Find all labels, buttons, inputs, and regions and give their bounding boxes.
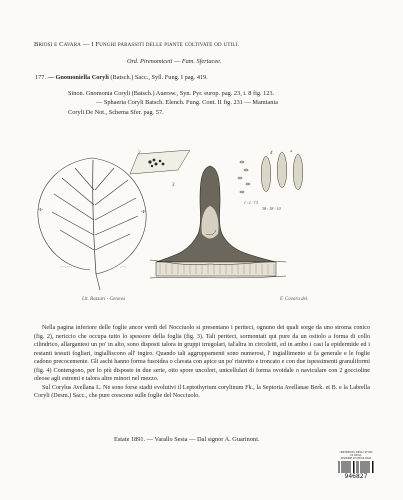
description-text — [34, 324, 370, 401]
classification-dash: — — [173, 58, 181, 65]
lithographer-signature: Lit. Bazzari - Genova — [82, 297, 126, 302]
artist-signature: F. Cavara del. — [280, 297, 309, 302]
leaf-fragment-illustration — [130, 150, 190, 174]
barcode-section: SEZIONE DI MICOLOGIA — [340, 457, 372, 460]
specimen-barcode-label — [338, 451, 374, 478]
fig-number-5: 5 — [290, 150, 293, 154]
entry-number: 177. — [35, 74, 47, 81]
fig-number-4: 4 — [270, 151, 273, 156]
barcode-institution: UNIVERSITÀ DEGLI STUDI DI PAVIA — [339, 451, 373, 457]
plate-drawing — [30, 150, 378, 310]
synonym-line-1: Sinon. Gnomonia Coryli (Batsch.) Auersw., Syn. Pyr. europ. pag. 23, t. 8 fig. 123. — [68, 90, 275, 97]
order-label: Ord. Pirenomiceti — [127, 58, 173, 65]
scale-note-small: 1 : 2 : 7.5 — [244, 201, 259, 205]
classification-line — [127, 59, 222, 65]
header-authors: Briosi e Cavara — [34, 41, 81, 48]
barcode-bars — [338, 461, 374, 473]
header-line — [34, 42, 239, 49]
synonym-line-2: — Sphaeria Coryli Batsch. Elench. Fung. Cont. II fig. 231 — Mamiania — [96, 99, 278, 106]
hazel-leaf-illustration — [38, 158, 146, 290]
scale-note: 38 : 38 : 10 — [262, 206, 281, 211]
species-entry — [35, 75, 208, 81]
collection-info — [114, 437, 259, 443]
collection-date: Estate 1891. — [114, 436, 146, 443]
collection-place: — Varallo Sesia — Dal signor A. Guarinoni. — [146, 436, 260, 443]
spores-illustration — [238, 161, 250, 193]
species-name: — Gnomoniella Coryli — [47, 74, 109, 81]
synonym-line-3: Coryli De Not., Schema Sfer. pag. 57. — [68, 109, 164, 116]
illustration-plate — [30, 150, 378, 310]
header-series-title: — I Funghi parassiti delle piante coltivate od utili. — [82, 41, 240, 48]
fig-number-2: 2 — [138, 151, 141, 156]
asci-illustration — [261, 152, 303, 192]
fig-number-3: 3 — [172, 183, 175, 188]
family-label: Fam. Sferiacee. — [181, 58, 222, 65]
description-paragraph-1: Nella pagina inferiore delle foglie ancor verdi del Nocciuolo si presentano i periteci, ognuno dei quali sorge da uno stroma conico (fig. 2), nericcio che occupa tutto lo spessore della foglia (fig. 3). Tali periteci, sormontati qui pure da un ostiolo a forma di collo cilindrico, allargantesi un po' in alto, sono disposti talora in gruppi irregolari, tal'altra in circoletti, ed in ambo i casi la epidermide ed i restanti tessuti fogliari, ingialliscono all' ingiro. Quando tali aggruppamenti sono numerosi, l' ingiallimento si fa generale e le foglie cadono precocemente. Gli aschi hanno forma fusoidea o clavata con apice un po' ristretto e troncato e con due ispessimenti granuliformi (fig. 4) Contengono, per lo più disposte in due serie, otto spore uncolori, unicellulari di forma ovoidale o naviculare con 2 goccioline oleose agli estremi e talora altre minori nel mezzo. — [34, 325, 370, 382]
description-paragraph-2: Sul Corylus Avellana L. Ne sono forse stadii evolutivi il Leptothyrium corylinum Fk., la Septoria Avellanae Berk. et B. e la Labrella Coryli (Desm.) Sacc., che pure crescono sulle foglie del Nocciuolo. — [34, 384, 370, 399]
species-authority: (Batsch.) Sacc., Syll. Fung. I pag. 419. — [110, 74, 208, 81]
barcode-number: 946827 — [344, 473, 368, 480]
